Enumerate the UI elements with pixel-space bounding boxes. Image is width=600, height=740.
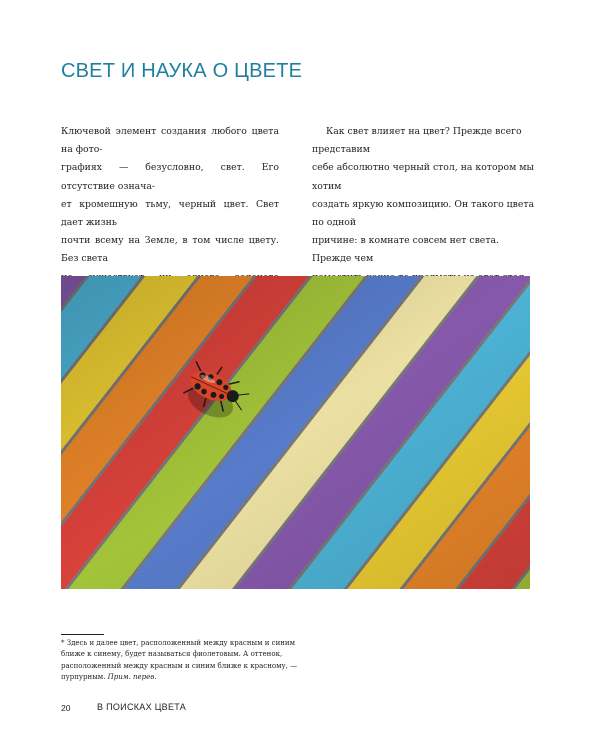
page-number: 20 — [61, 703, 71, 713]
body-line: причине: в комнате совсем нет света. Прежде чем — [312, 235, 499, 265]
footnote-line: расположенный между красным и синим ближе к красному, — — [61, 661, 298, 670]
footnote — [61, 638, 301, 684]
running-title: В ПОИСКАХ ЦВЕТА — [97, 702, 187, 712]
body-line: графиях — безусловно, свет. Его отсутствие означа- — [61, 162, 279, 192]
body-line: Ключевой элемент создания любого цвета на фото- — [61, 126, 279, 156]
body-line: почти всему на Земле, в том числе цвету. Без света — [61, 235, 279, 265]
body-line: ет кромешную тьму, черный цвет. Свет дает жизнь — [61, 198, 279, 229]
page-title: СВЕТ И НАУКА О ЦВЕТЕ — [61, 60, 303, 82]
footnote-line — [61, 672, 301, 683]
footnote-line: * Здесь и далее цвет, расположенный между красным и синим — [61, 639, 296, 647]
body-line: создать яркую композицию. Он такого цвета по одной — [312, 198, 535, 229]
body-line: себе абсолютно черный стол, на котором мы хотим — [312, 162, 534, 192]
translator-note: Прим. перев. — [107, 673, 157, 682]
rainbow-ladybug-photo — [61, 276, 530, 589]
body-line: Как свет влияет на цвет? Прежде всего представим — [312, 126, 522, 156]
footnote-text: пурпурным. — [61, 673, 106, 682]
footnote-line: ближе к синему, будет называться фиолетовым. А оттенок, — [61, 650, 283, 659]
footnote-rule — [61, 634, 104, 635]
